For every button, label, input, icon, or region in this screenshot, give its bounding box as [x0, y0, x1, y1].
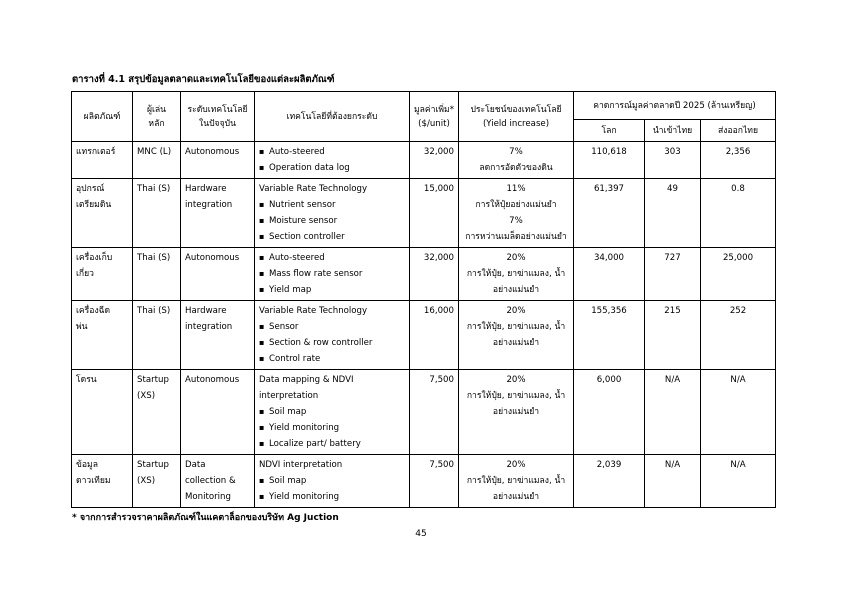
tech-item: ▪ Section controller	[259, 229, 405, 245]
cell-world-forecast: 155,356	[574, 301, 645, 370]
cell-export-thai: N/A	[701, 455, 776, 508]
cell-line: แทรกเตอร์	[76, 147, 116, 157]
cell-line: 11%	[506, 184, 526, 194]
cell-tech-level	[181, 301, 255, 370]
cell-line: การให้ปุ๋ยอย่างแม่นยำ	[475, 200, 557, 210]
cell-tech-needed	[255, 370, 410, 455]
cell-line: เครื่องฉีด	[76, 306, 111, 316]
cell-line: 7%	[509, 216, 523, 226]
tech-item: ▪ Mass flow rate sensor	[259, 266, 405, 282]
cell-line: integration	[185, 322, 233, 332]
table-row	[72, 142, 776, 179]
cell-tech-level	[181, 370, 255, 455]
cell-line: 7%	[509, 147, 523, 157]
cell-line: อุปกรณ์	[76, 184, 105, 194]
cell-import-thai: 49	[645, 179, 701, 248]
cell-line: เครื่องเก็บ	[76, 253, 113, 263]
cell-tech-needed	[255, 248, 410, 301]
cell-world-forecast: 110,618	[574, 142, 645, 179]
cell-line: integration	[185, 200, 233, 210]
cell-line: Startup	[137, 375, 169, 385]
cell-world-forecast: 34,000	[574, 248, 645, 301]
cell-line: Monitoring	[185, 492, 231, 502]
cell-value-added: 16,000	[410, 301, 459, 370]
cell-benefit	[459, 142, 574, 179]
cell-line: 20%	[506, 460, 526, 470]
tech-list	[259, 473, 405, 505]
cell-import-thai: 215	[645, 301, 701, 370]
cell-product	[72, 179, 133, 248]
cell-main-player	[133, 370, 181, 455]
cell-line: MNC (L)	[137, 147, 172, 157]
tech-title: Variable Rate Technology	[259, 184, 368, 194]
cell-value-added: 15,000	[410, 179, 459, 248]
cell-benefit	[459, 301, 574, 370]
cell-tech-level	[181, 455, 255, 508]
header-tech-needed: เทคโนโลยีที่ต้องยกระดับ	[255, 92, 410, 142]
cell-export-thai: 2,356	[701, 142, 776, 179]
cell-line: Startup	[137, 460, 169, 470]
cell-line: collection &	[185, 476, 236, 486]
cell-main-player	[133, 301, 181, 370]
cell-line: Autonomous	[185, 147, 240, 157]
cell-line: Thai (S)	[137, 184, 171, 194]
tech-title: Data mapping & NDVI interpretation	[259, 375, 354, 401]
cell-line: การให้ปุ๋ย, ยาฆ่าแมลง, น้ำ	[466, 476, 566, 486]
cell-line: การให้ปุ๋ย, ยาฆ่าแมลง, น้ำ	[466, 322, 566, 332]
cell-value-added: 32,000	[410, 248, 459, 301]
cell-export-thai: N/A	[701, 370, 776, 455]
tech-item: ▪ Yield monitoring	[259, 420, 405, 436]
cell-import-thai: N/A	[645, 370, 701, 455]
tech-item: ▪ Yield monitoring	[259, 489, 405, 505]
cell-line: Hardware	[185, 184, 227, 194]
tech-list	[259, 319, 405, 367]
cell-line: พ่น	[76, 322, 88, 332]
header-value-added: มูลค่าเพิ่ม* ($/unit)	[410, 92, 459, 142]
cell-value-added: 7,500	[410, 455, 459, 508]
cell-line: โดรน	[76, 375, 97, 385]
tech-item: ▪ Moisture sensor	[259, 213, 405, 229]
cell-export-thai: 25,000	[701, 248, 776, 301]
table-row	[72, 248, 776, 301]
cell-benefit	[459, 455, 574, 508]
table-row	[72, 370, 776, 455]
cell-export-thai: 0.8	[701, 179, 776, 248]
cell-product	[72, 248, 133, 301]
cell-world-forecast: 6,000	[574, 370, 645, 455]
tech-item: ▪ Sensor	[259, 319, 405, 335]
tech-item: ▪ Soil map	[259, 473, 405, 489]
tech-item: ▪ Section & row controller	[259, 335, 405, 351]
cell-product	[72, 455, 133, 508]
footnote: * จากการสำรวจราคาผลิตภัณฑ์ในแคตาล็อกของบริษัท Ag Juction	[72, 513, 339, 523]
cell-line: การให้ปุ๋ย, ยาฆ่าแมลง, น้ำ	[466, 269, 566, 279]
cell-line: อย่างแม่นยำ	[492, 285, 540, 295]
cell-main-player	[133, 142, 181, 179]
tech-item: ▪ Localize part/ battery	[259, 436, 405, 452]
tech-title: Variable Rate Technology	[259, 306, 368, 316]
tech-title: NDVI interpretation	[259, 460, 343, 470]
cell-main-player	[133, 179, 181, 248]
cell-line: Data	[185, 460, 206, 470]
cell-product	[72, 142, 133, 179]
tech-item: ▪ Auto-steered	[259, 250, 405, 266]
tech-item: ▪ Yield map	[259, 282, 405, 298]
cell-world-forecast: 2,039	[574, 455, 645, 508]
header-product: ผลิตภัณฑ์	[72, 92, 133, 142]
cell-benefit	[459, 248, 574, 301]
cell-tech-needed	[255, 455, 410, 508]
header-forecast-group: คาดการณ์มูลค่าตลาดปี 2025 (ล้านเหรียญ)	[574, 92, 776, 120]
table-row	[72, 455, 776, 508]
cell-line: Autonomous	[185, 253, 240, 263]
cell-tech-needed	[255, 301, 410, 370]
cell-line: การหว่านเมล็ดอย่างแม่นยำ	[465, 232, 567, 242]
cell-tech-level	[181, 179, 255, 248]
cell-line: 20%	[506, 375, 526, 385]
cell-line: การให้ปุ๋ย, ยาฆ่าแมลง, น้ำ	[466, 391, 566, 401]
cell-line: (XS)	[137, 391, 156, 401]
cell-benefit	[459, 179, 574, 248]
cell-value-added: 7,500	[410, 370, 459, 455]
cell-line: อย่างแม่นยำ	[492, 407, 540, 417]
cell-import-thai: 727	[645, 248, 701, 301]
tech-list	[259, 250, 405, 298]
header-world: โลก	[574, 120, 645, 142]
cell-line: เกี่ยว	[76, 269, 95, 279]
tech-item: ▪ Soil map	[259, 404, 405, 420]
cell-product	[72, 301, 133, 370]
tech-item: ▪ Operation data log	[259, 160, 405, 176]
header-player: ผู้เล่น หลัก	[133, 92, 181, 142]
cell-line: 20%	[506, 306, 526, 316]
table-row	[72, 301, 776, 370]
cell-tech-needed	[255, 179, 410, 248]
table-body	[72, 142, 776, 508]
cell-line: Hardware	[185, 306, 227, 316]
cell-value-added: 32,000	[410, 142, 459, 179]
tech-item: ▪ Control rate	[259, 351, 405, 367]
cell-line: เตรียมดิน	[76, 200, 112, 210]
header-export-thai: ส่งออกไทย	[701, 120, 776, 142]
cell-world-forecast: 61,397	[574, 179, 645, 248]
cell-product	[72, 370, 133, 455]
cell-import-thai: N/A	[645, 455, 701, 508]
table-row	[72, 179, 776, 248]
cell-main-player	[133, 248, 181, 301]
header-benefit: ประโยชน์ของเทคโนโลยี (Yield increase)	[459, 92, 574, 142]
cell-line: ดาวเทียม	[76, 476, 111, 486]
tech-item: ▪ Nutrient sensor	[259, 197, 405, 213]
tech-list	[259, 144, 405, 176]
cell-line: 20%	[506, 253, 526, 263]
cell-benefit	[459, 370, 574, 455]
cell-line: Thai (S)	[137, 253, 171, 263]
cell-line: ข้อมูล	[76, 460, 98, 470]
cell-import-thai: 303	[645, 142, 701, 179]
page-number: 45	[415, 529, 427, 539]
tech-list	[259, 404, 405, 452]
table-caption: ตารางที่ 4.1 สรุปข้อมูลตลาดและเทคโนโลยีของแต่ละผลิตภัณฑ์	[72, 74, 335, 85]
cell-export-thai: 252	[701, 301, 776, 370]
header-import-thai: นำเข้าไทย	[645, 120, 701, 142]
cell-line: อย่างแม่นยำ	[492, 338, 540, 348]
cell-line: Autonomous	[185, 375, 240, 385]
tech-item: ▪ Auto-steered	[259, 144, 405, 160]
cell-tech-needed	[255, 142, 410, 179]
cell-line: ลดการอัดตัวของดิน	[479, 163, 553, 173]
cell-line: Thai (S)	[137, 306, 171, 316]
cell-main-player	[133, 455, 181, 508]
cell-line: (XS)	[137, 476, 156, 486]
cell-tech-level	[181, 142, 255, 179]
header-tech-level: ระดับเทคโนโลยี ในปัจจุบัน	[181, 92, 255, 142]
cell-tech-level	[181, 248, 255, 301]
market-technology-table	[71, 91, 776, 508]
cell-line: อย่างแม่นยำ	[492, 492, 540, 502]
tech-list	[259, 197, 405, 245]
